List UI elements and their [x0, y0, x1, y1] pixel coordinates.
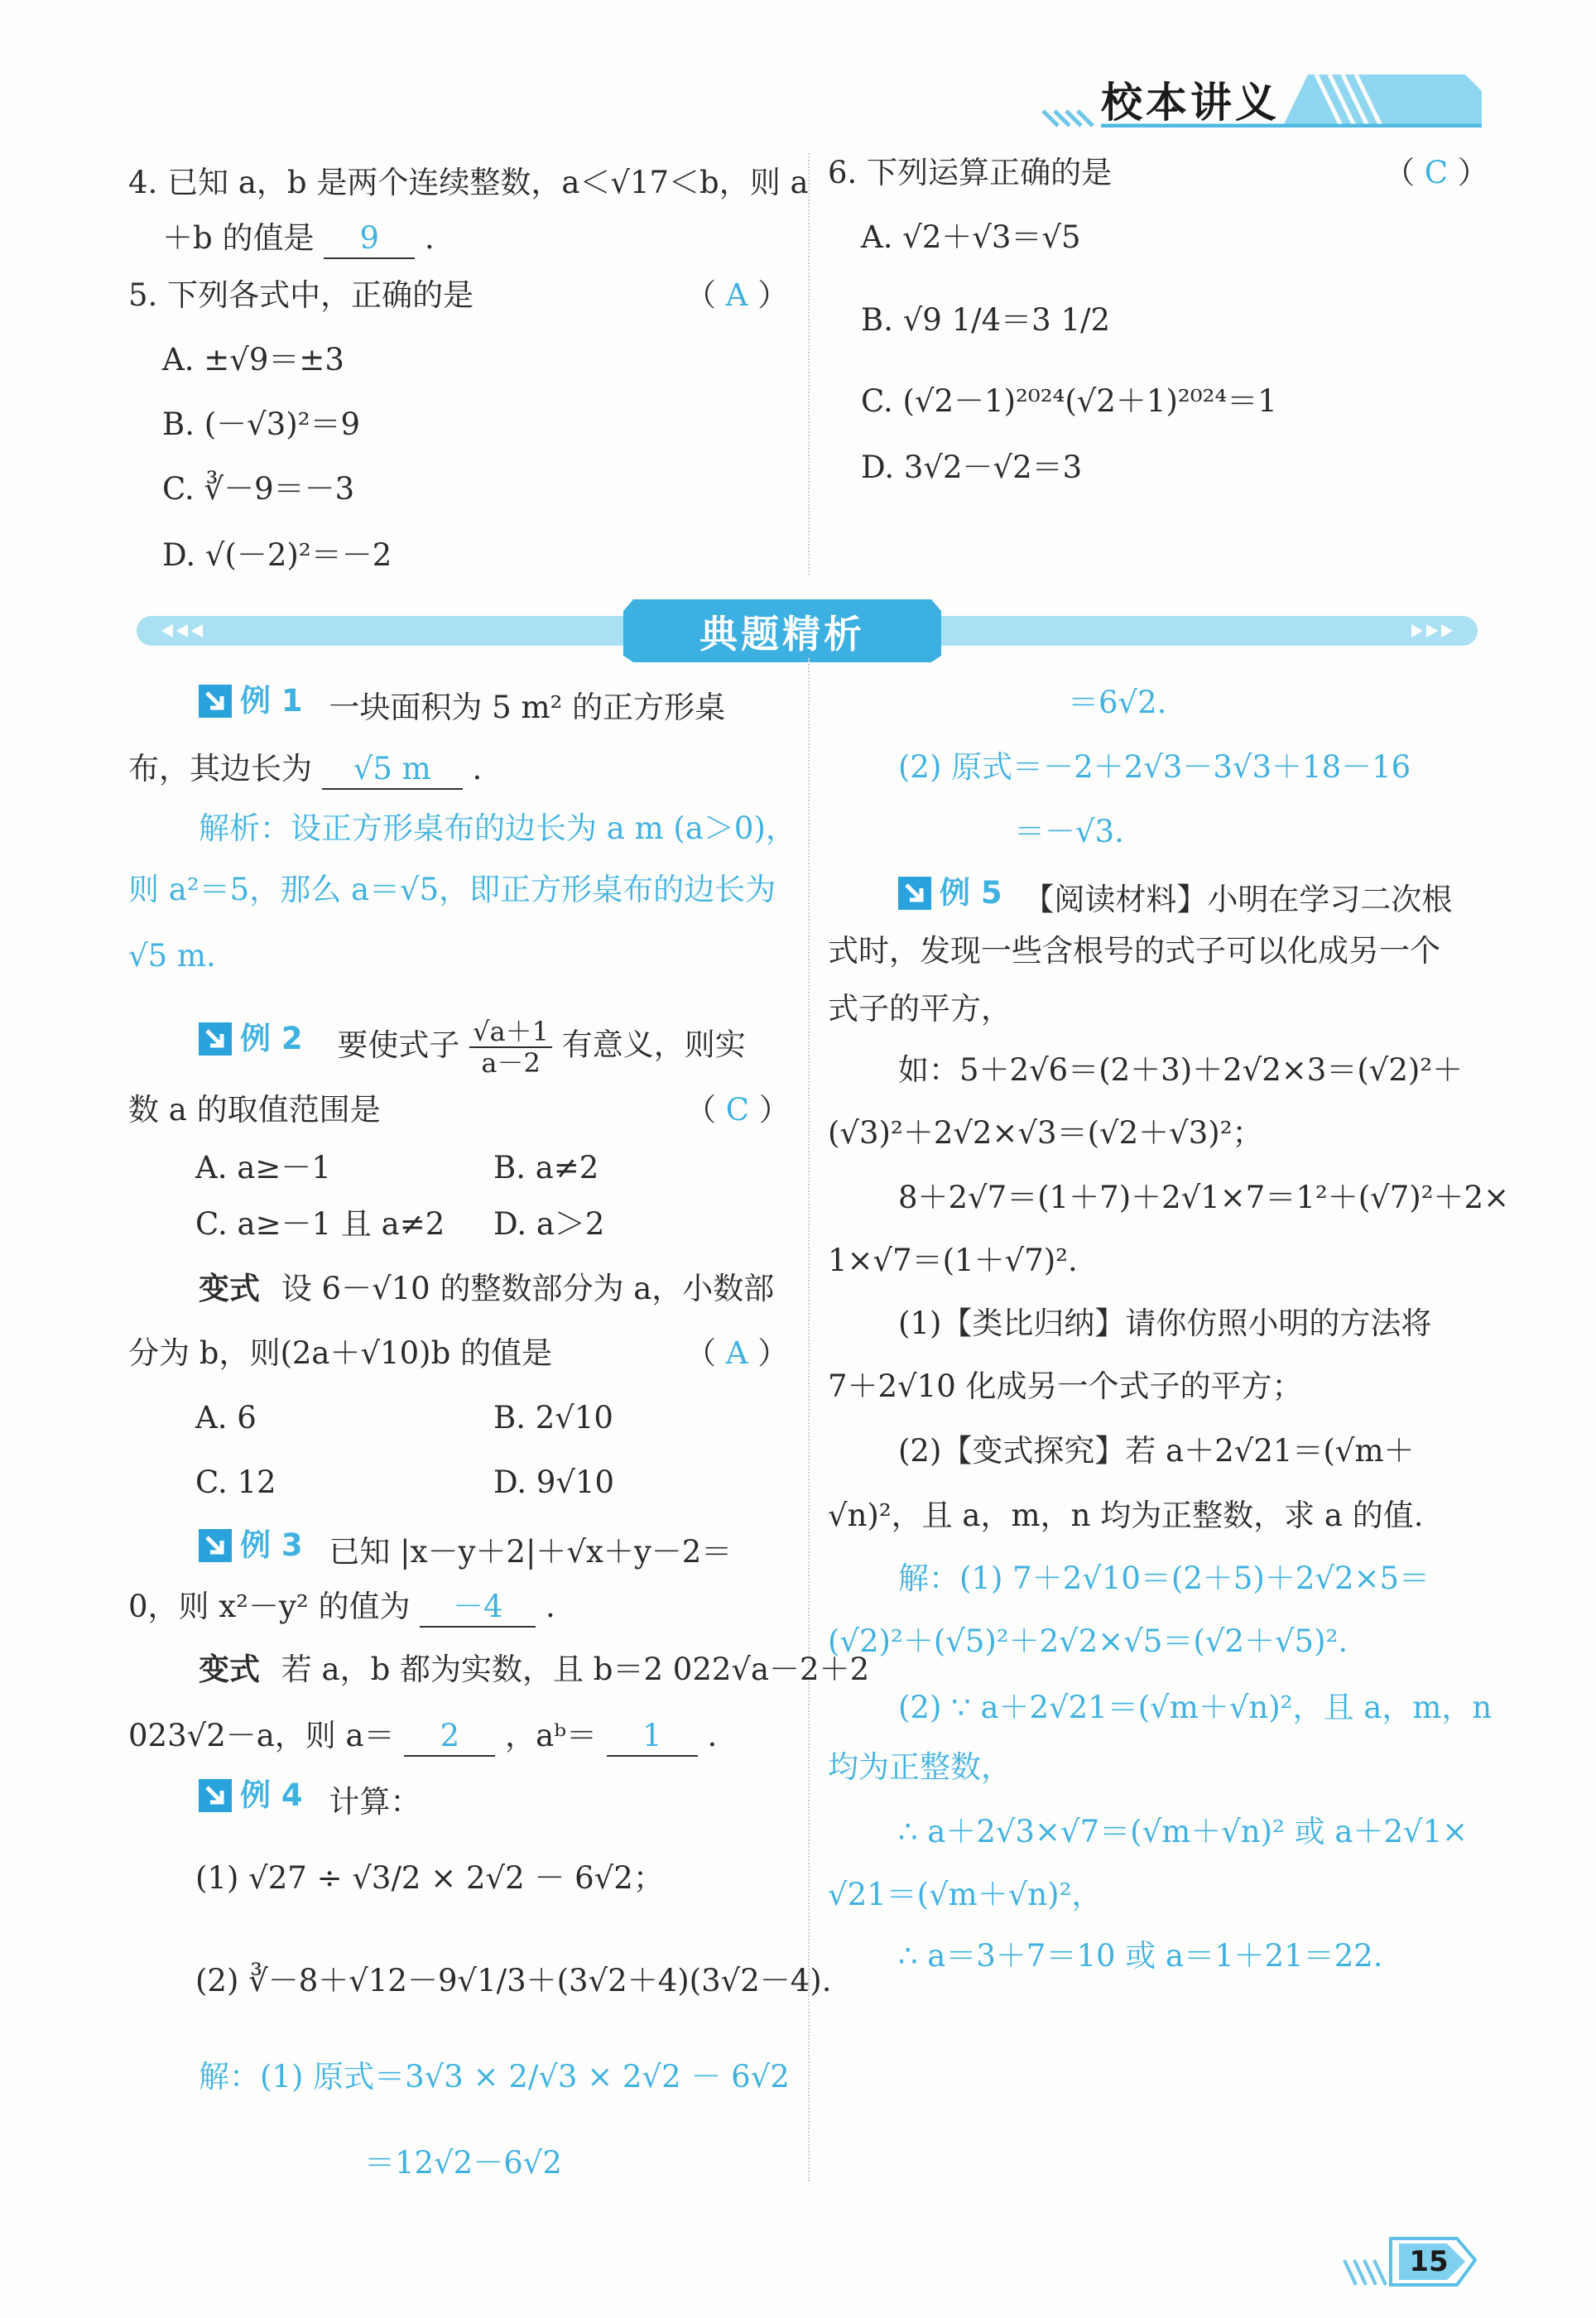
ex2-frac-den: a－2	[481, 1047, 541, 1079]
ex1-solution-1: 解析：设正方形桌布的边长为 a m (a＞0)，	[199, 810, 796, 846]
ex5-solution-7: ∴ a＝3＋7＝10 或 a＝1＋21＝22.	[898, 1938, 1383, 1974]
ex5-text-9: 7＋2√10 化成另一个式子的平方；	[828, 1368, 1303, 1404]
ex5-solution-6: √21＝(√m＋√n)²，	[828, 1877, 1103, 1912]
ex4-solution-1: 解：(1) 原式＝3√3 × 2/√3 × 2√2 － 6√2	[199, 2059, 790, 2094]
ex1-badge	[199, 682, 303, 720]
column-divider-bottom	[808, 658, 810, 2181]
var2-text: 若 a，b 都为实数，且 b＝2 022√a－2＋2	[281, 1652, 870, 1687]
ex5-line1	[898, 874, 1452, 919]
ex3-answer: －4	[420, 1588, 536, 1628]
ex5-solution-4: 均为正整数，	[828, 1749, 1012, 1785]
arrow-box-icon	[199, 1779, 232, 1812]
var1-line2: 分为 b，则(2a＋√10)b 的值是	[128, 1335, 553, 1371]
ex1-text: 一块面积为 5 m² 的正方形桌	[329, 690, 726, 725]
section-title: 典题精析	[699, 612, 865, 656]
var1-option-b: B. 2√10	[493, 1400, 613, 1436]
ex4-line1	[199, 1777, 421, 1821]
var1-label: 变式	[199, 1271, 260, 1306]
ex5-solution-3: (2) ∵ a＋2√21＝(√m＋√n)²，且 a，m，n	[898, 1690, 1493, 1725]
ex3-line2-text: 0，则 x²－y² 的值为	[128, 1589, 411, 1624]
ex5-text-11: √n)²，且 a，m，n 均为正整数，求 a 的值.	[828, 1498, 1424, 1533]
ex5-text-8: (1)【类比归纳】请你仿照小明的方法将	[898, 1306, 1432, 1341]
ex2-fraction	[469, 1017, 552, 1078]
q4-line2	[162, 219, 435, 259]
ex3-label: 例 3	[240, 1527, 303, 1563]
arrow-box-icon	[898, 877, 931, 910]
ex4-label: 例 4	[240, 1777, 303, 1813]
ex5-text-4: 如：5＋2√6＝(2＋3)＋2√2×3＝(√2)²＋	[898, 1052, 1464, 1088]
var1-option-d: D. 9√10	[493, 1464, 615, 1500]
ex5-text-6: 8＋2√7＝(1＋7)＋2√1×7＝1²＋(√7)²＋2×	[898, 1180, 1510, 1215]
ex5-text-10: (2)【变式探究】若 a＋2√21＝(√m＋	[898, 1433, 1415, 1469]
q6-answer-bracket: （ C ）	[1384, 155, 1488, 190]
ex5-text-2: 式时，发现一些含根号的式子可以化成另一个	[828, 933, 1440, 969]
ex1-solution-2: 则 a²＝5，那么 a＝√5，即正方形桌布的边长为	[128, 872, 776, 907]
var1-line1	[199, 1270, 774, 1308]
var2-line2	[128, 1717, 717, 1757]
ex2-line1	[199, 1017, 746, 1078]
q5-stem: 5. 下列各式中，正确的是	[128, 277, 474, 313]
var2-answer-b: 1	[607, 1717, 698, 1757]
var2-line2-text: 023√2－a，则 a＝	[128, 1718, 395, 1753]
header-title: 校本讲义	[1101, 79, 1280, 127]
ex1-line2-text: 布，其边长为	[128, 751, 312, 786]
var1-option-a: A. 6	[195, 1400, 257, 1436]
ex1-answer: √5 m	[322, 750, 463, 790]
q4-line2-text: ＋b 的值是	[162, 220, 315, 256]
ex2-option-a: A. a≥－1	[195, 1150, 331, 1185]
q6-option-b: B. √9 1/4＝3 1/2	[861, 302, 1110, 338]
ex5-text-7: 1×√7＝(1＋√7)².	[828, 1243, 1078, 1278]
ex5-text-3: 式子的平方，	[828, 991, 1012, 1027]
ex3-period: .	[546, 1589, 555, 1624]
q6-option-d: D. 3√2－√2＝3	[861, 450, 1083, 485]
ex3-line1	[199, 1527, 732, 1571]
ex2-text-post: 有意义，则实	[561, 1027, 746, 1063]
ex2-label: 例 2	[240, 1020, 303, 1056]
ex4-part1: (1) √27 ÷ √3/2 × 2√2 － 6√2；	[195, 1860, 664, 1896]
ex5-solution-2: (√2)²＋(√5)²＋2√2×√5＝(√2＋√5)².	[828, 1623, 1348, 1659]
ex2-answer-bracket: （ C ）	[685, 1092, 790, 1128]
ex3-text: 已知 |x－y＋2|＋√x＋y－2＝	[329, 1534, 733, 1570]
ex2-answer: C	[725, 1092, 750, 1128]
ex4-solution-4: (2) 原式＝－2＋2√3－3√3＋18－16	[898, 749, 1411, 785]
var2-period: .	[707, 1718, 718, 1753]
ex2-option-b: B. a≠2	[493, 1150, 599, 1185]
arrow-box-icon	[199, 1022, 232, 1056]
header-banner	[1035, 68, 1482, 127]
ex5-text-5: (√3)²＋2√2×√3＝(√2＋√3)²；	[828, 1115, 1263, 1151]
ex1-line2	[128, 750, 482, 790]
var1-text: 设 6－√10 的整数部分为 a，小数部	[281, 1271, 775, 1306]
arrow-box-icon	[199, 1529, 232, 1562]
var1-answer: A	[725, 1335, 748, 1371]
var1-answer-bracket: （ A ）	[685, 1335, 789, 1371]
q5-option-d: D. √(－2)²＝－2	[162, 537, 392, 573]
q6-option-a: A. √2＋√3＝√5	[861, 219, 1081, 255]
page-number-badge	[1341, 2227, 1482, 2293]
ex1-solution-3: √5 m.	[128, 938, 216, 974]
ex3-badge	[199, 1527, 303, 1565]
section-banner	[137, 596, 1478, 662]
ex5-label: 例 5	[940, 875, 1002, 911]
var2-mid: ，aᵇ＝	[505, 1718, 598, 1753]
column-divider-top	[808, 153, 810, 575]
q6-answer: C	[1424, 155, 1449, 190]
ex1-period: .	[472, 751, 483, 786]
ex4-badge	[199, 1777, 303, 1815]
ex2-line2: 数 a 的取值范围是	[128, 1092, 381, 1128]
ex2-badge	[199, 1020, 303, 1058]
q4-answer: 9	[324, 219, 415, 259]
ex2-text-pre: 要使式子	[337, 1027, 460, 1063]
q6-option-c: C. (√2－1)²⁰²⁴(√2＋1)²⁰²⁴＝1	[861, 383, 1277, 419]
ex4-part2: (2) ∛－8＋√12－9√1/3＋(3√2＋4)(3√2－4).	[195, 1963, 832, 1998]
q4-period: .	[424, 220, 435, 256]
var2-line1	[199, 1651, 869, 1689]
ex4-solution-2: ＝12√2－6√2	[364, 2145, 562, 2181]
ex4-solution-3: ＝6√2.	[1068, 685, 1167, 720]
ex4-text: 计算：	[329, 1784, 421, 1820]
ex5-badge	[898, 874, 1002, 912]
q5-option-b: B. (－√3)²＝9	[162, 406, 361, 442]
ex5-solution-5: ∴ a＋2√3×√7＝(√m＋√n)² 或 a＋2√1×	[898, 1814, 1469, 1849]
q4-line1: 4. 已知 a，b 是两个连续整数，a＜√17＜b，则 a	[128, 165, 809, 200]
q6-stem: 6. 下列运算正确的是	[828, 155, 1113, 190]
ex2-frac-num: √a＋1	[469, 1017, 552, 1048]
page-number: 15	[1409, 2245, 1449, 2278]
arrow-box-icon	[199, 685, 232, 718]
q5-option-a: A. ±√9＝±3	[162, 342, 344, 378]
ex1-line1	[199, 682, 725, 727]
var2-label: 变式	[199, 1652, 260, 1687]
ex2-option-d: D. a＞2	[493, 1206, 605, 1242]
var1-option-c: C. 12	[195, 1464, 276, 1500]
q5-answer-bracket: （ A ）	[685, 277, 789, 313]
ex3-line2	[128, 1588, 555, 1628]
ex1-label: 例 1	[240, 683, 303, 719]
ex5-solution-1: 解：(1) 7＋2√10＝(2＋5)＋2√2×5＝	[898, 1561, 1430, 1596]
q5-answer: A	[725, 277, 748, 313]
q5-option-c: C. ∛－9＝－3	[162, 471, 355, 507]
ex4-solution-5: ＝－√3.	[1014, 814, 1124, 849]
ex5-text-1: 【阅读材料】小明在学习二次根	[1023, 882, 1453, 917]
var2-answer-a: 2	[404, 1717, 495, 1757]
ex2-option-c: C. a≥－1 且 a≠2	[195, 1206, 445, 1242]
